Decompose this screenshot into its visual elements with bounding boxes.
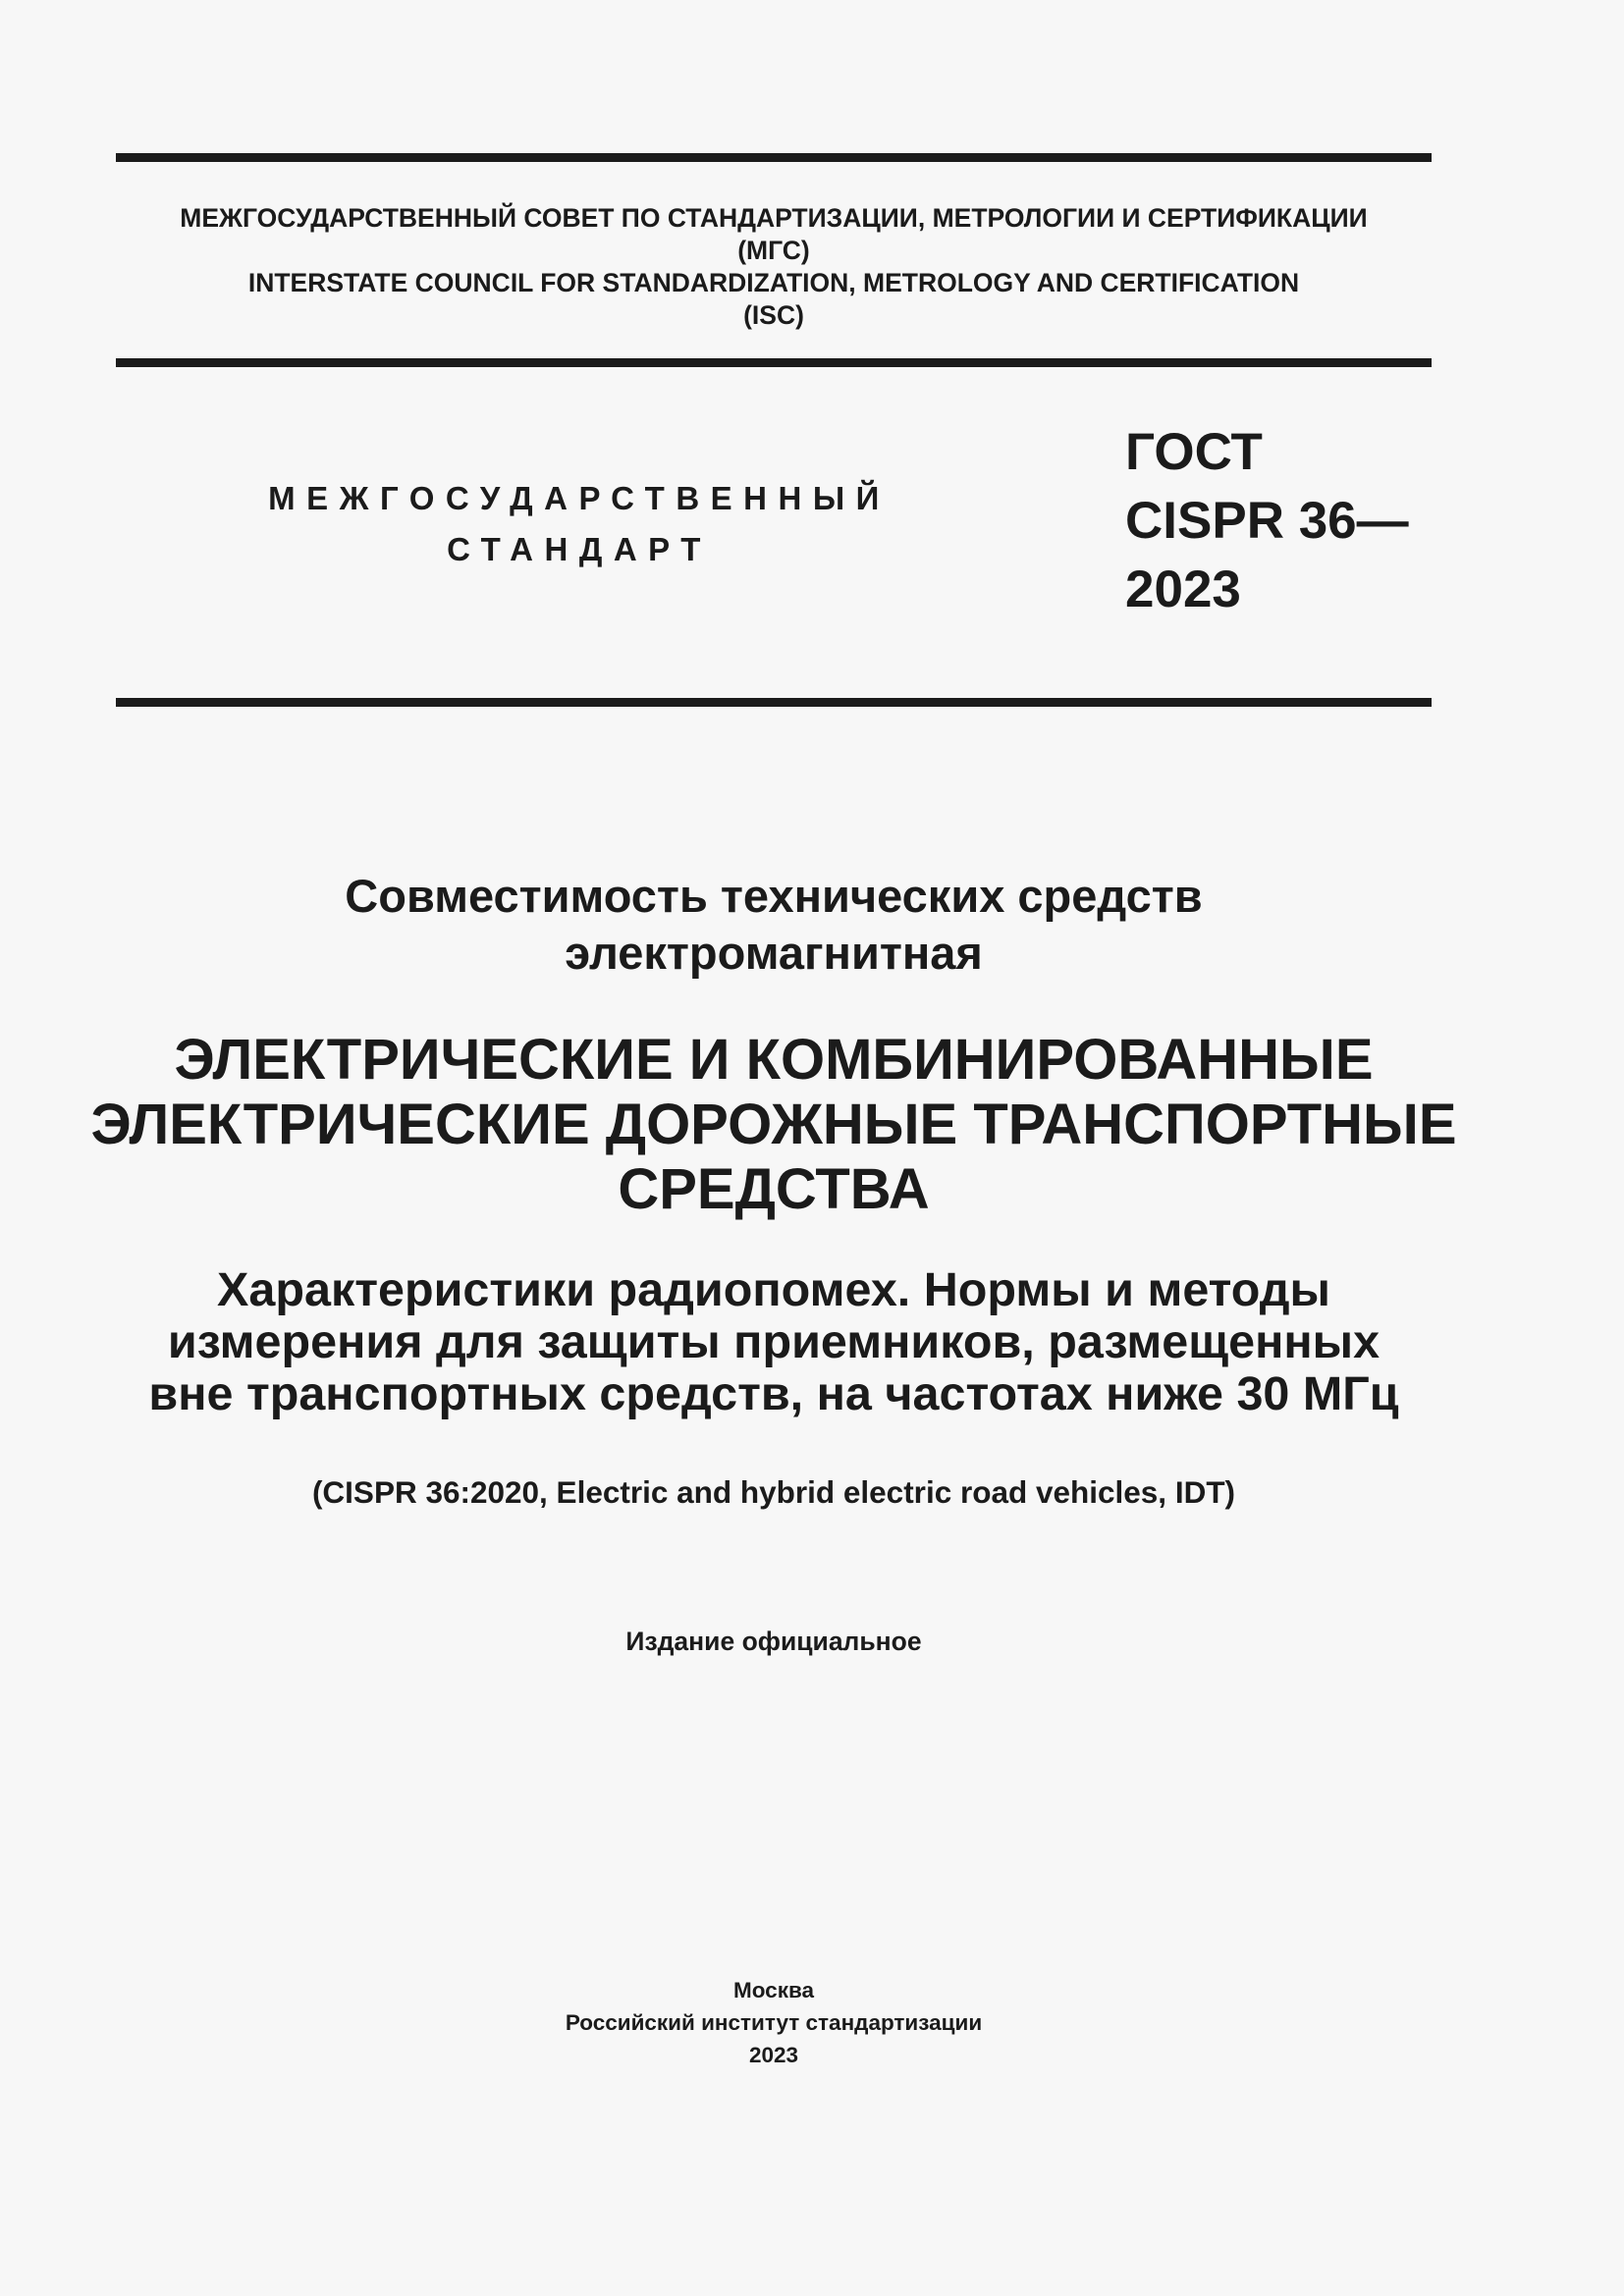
designation-line2: CISPR 36— <box>1125 492 1409 550</box>
sub-title <box>79 1264 1469 1420</box>
general-title-line1: Совместимость технических средств <box>345 870 1203 922</box>
edition-note: Издание официальное <box>625 1627 922 1656</box>
standard-type <box>236 473 923 575</box>
main-title-line1: ЭЛЕКТРИЧЕСКИЕ И КОМБИНИРОВАННЫЕ <box>174 1028 1374 1092</box>
standard-type-line2: СТАНДАРТ <box>447 531 712 567</box>
main-title <box>79 1028 1469 1222</box>
council-header <box>116 202 1432 332</box>
standard-designation <box>1125 418 1409 624</box>
sub-title-line3: вне транспортных средств, на частотах ниже 30 МГц <box>148 1367 1399 1420</box>
header-rule <box>116 358 1432 367</box>
designation-rule <box>116 698 1432 707</box>
designation-line3: 2023 <box>1125 561 1241 618</box>
main-title-line2: ЭЛЕКТРИЧЕСКИЕ ДОРОЖНЫЕ ТРАНСПОРТНЫЕ <box>90 1093 1457 1156</box>
imprint <box>116 1974 1432 2071</box>
council-name-ru: МЕЖГОСУДАРСТВЕННЫЙ СОВЕТ ПО СТАНДАРТИЗАЦИИ, МЕТРОЛОГИИ И СЕРТИФИКАЦИИ <box>180 203 1368 233</box>
sub-title-line2: измерения для защиты приемников, размещенных <box>167 1315 1380 1368</box>
imprint-publisher: Российский институт стандартизации <box>565 2010 983 2035</box>
imprint-city: Москва <box>732 1978 814 2002</box>
council-abbr-ru: (МГС) <box>737 236 810 265</box>
council-name-en: INTERSTATE COUNCIL FOR STANDARDIZATION, METROLOGY AND CERTIFICATION <box>247 268 1300 297</box>
standard-type-line1: МЕЖГОСУДАРСТВЕННЫЙ <box>268 480 891 516</box>
international-reference: (CISPR 36:2020, Electric and hybrid electric road vehicles, IDT) <box>311 1474 1236 1510</box>
top-rule <box>116 153 1432 162</box>
designation-line1: ГОСТ <box>1125 423 1263 481</box>
imprint-year: 2023 <box>748 2043 799 2067</box>
council-abbr-en: (ISC) <box>743 300 804 330</box>
sub-title-line1: Характеристики радиопомех. Нормы и методы <box>217 1263 1330 1316</box>
main-title-line3: СРЕДСТВА <box>618 1157 930 1221</box>
general-title-line2: электромагнитная <box>565 927 983 979</box>
general-title <box>79 868 1469 982</box>
